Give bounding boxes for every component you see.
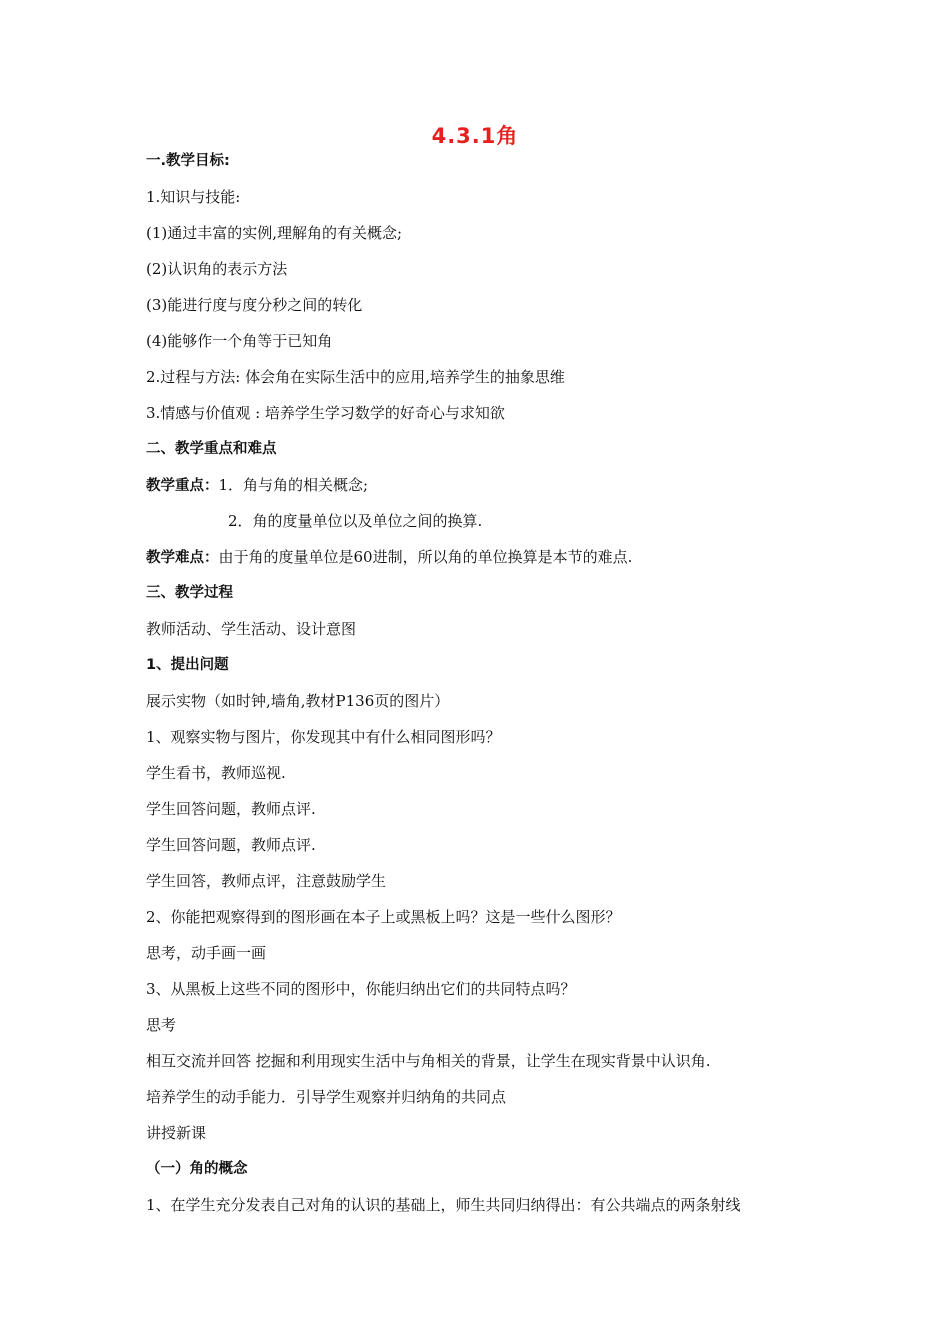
text-line: 讲授新课 xyxy=(146,1124,207,1142)
text-line: 学生回答问题，教师点评. xyxy=(146,836,316,854)
text-line: 2.过程与方法: 体会角在实际生活中的应用,培养学生的抽象思维 xyxy=(146,368,565,386)
document-title: 4.3.1角 xyxy=(431,124,519,148)
text-line: (4)能够作一个角等于已知角 xyxy=(146,332,333,350)
text-line: 2、你能把观察得到的图形画在本子上或黑板上吗？这是一些什么图形？ xyxy=(146,908,621,926)
document-body xyxy=(146,150,826,1230)
text-line: 1.知识与技能: xyxy=(146,188,241,206)
difficulty-text: 由于角的度量单位是60进制，所以角的单位换算是本节的难点. xyxy=(218,548,633,566)
text-line: 3.情感与价值观 : 培养学生学习数学的好奇心与求知欲 xyxy=(146,404,505,422)
heading-teaching-goals: 一.教学目标: xyxy=(146,153,230,169)
key-point-line xyxy=(146,474,826,510)
text-line: 学生看书，教师巡视. xyxy=(146,764,286,782)
key-point-text: 1．角与角的相关概念; xyxy=(218,476,369,494)
heading-angle-concept: （一）角的概念 xyxy=(146,1161,248,1177)
text-line: 思考，动手画一画 xyxy=(146,944,267,962)
text-line: (1)通过丰富的实例,理解角的有关概念; xyxy=(146,224,403,242)
text-line: 1、在学生充分发表自己对角的认识的基础上，师生共同归纳得出：有公共端点的两条射线 xyxy=(146,1196,741,1214)
text-line: 3、从黑板上这些不同的图形中，你能归纳出它们的共同特点吗？ xyxy=(146,980,576,998)
text-line: 展示实物（如时钟,墙角,教材P136页的图片） xyxy=(146,692,450,710)
difficulty-label: 教学难点： xyxy=(146,550,219,566)
heading-ask-question: 1、提出问题 xyxy=(146,657,229,673)
text-line: 相互交流并回答 挖掘和利用现实生活中与角相关的背景，让学生在现实背景中认识角. xyxy=(146,1052,711,1070)
text-line: (3)能进行度与度分秒之间的转化 xyxy=(146,296,363,314)
key-point-line: 2．角的度量单位以及单位之间的换算. xyxy=(228,512,483,530)
heading-key-points: 二、教学重点和难点 xyxy=(146,441,277,457)
text-line: 学生回答，教师点评，注意鼓励学生 xyxy=(146,872,387,890)
text-line: 1、观察实物与图片，你发现其中有什么相同图形吗？ xyxy=(146,728,501,746)
text-line: (2)认识角的表示方法 xyxy=(146,260,288,278)
heading-teaching-process: 三、教学过程 xyxy=(146,585,233,601)
difficulty-line xyxy=(146,546,826,582)
text-line: 学生回答问题，教师点评. xyxy=(146,800,316,818)
key-point-label: 教学重点： xyxy=(146,478,219,494)
text-line: 培养学生的动手能力．引导学生观察并归纳角的共同点 xyxy=(146,1088,507,1106)
text-line: 教师活动、学生活动、设计意图 xyxy=(146,620,357,638)
text-line: 思考 xyxy=(146,1016,177,1034)
